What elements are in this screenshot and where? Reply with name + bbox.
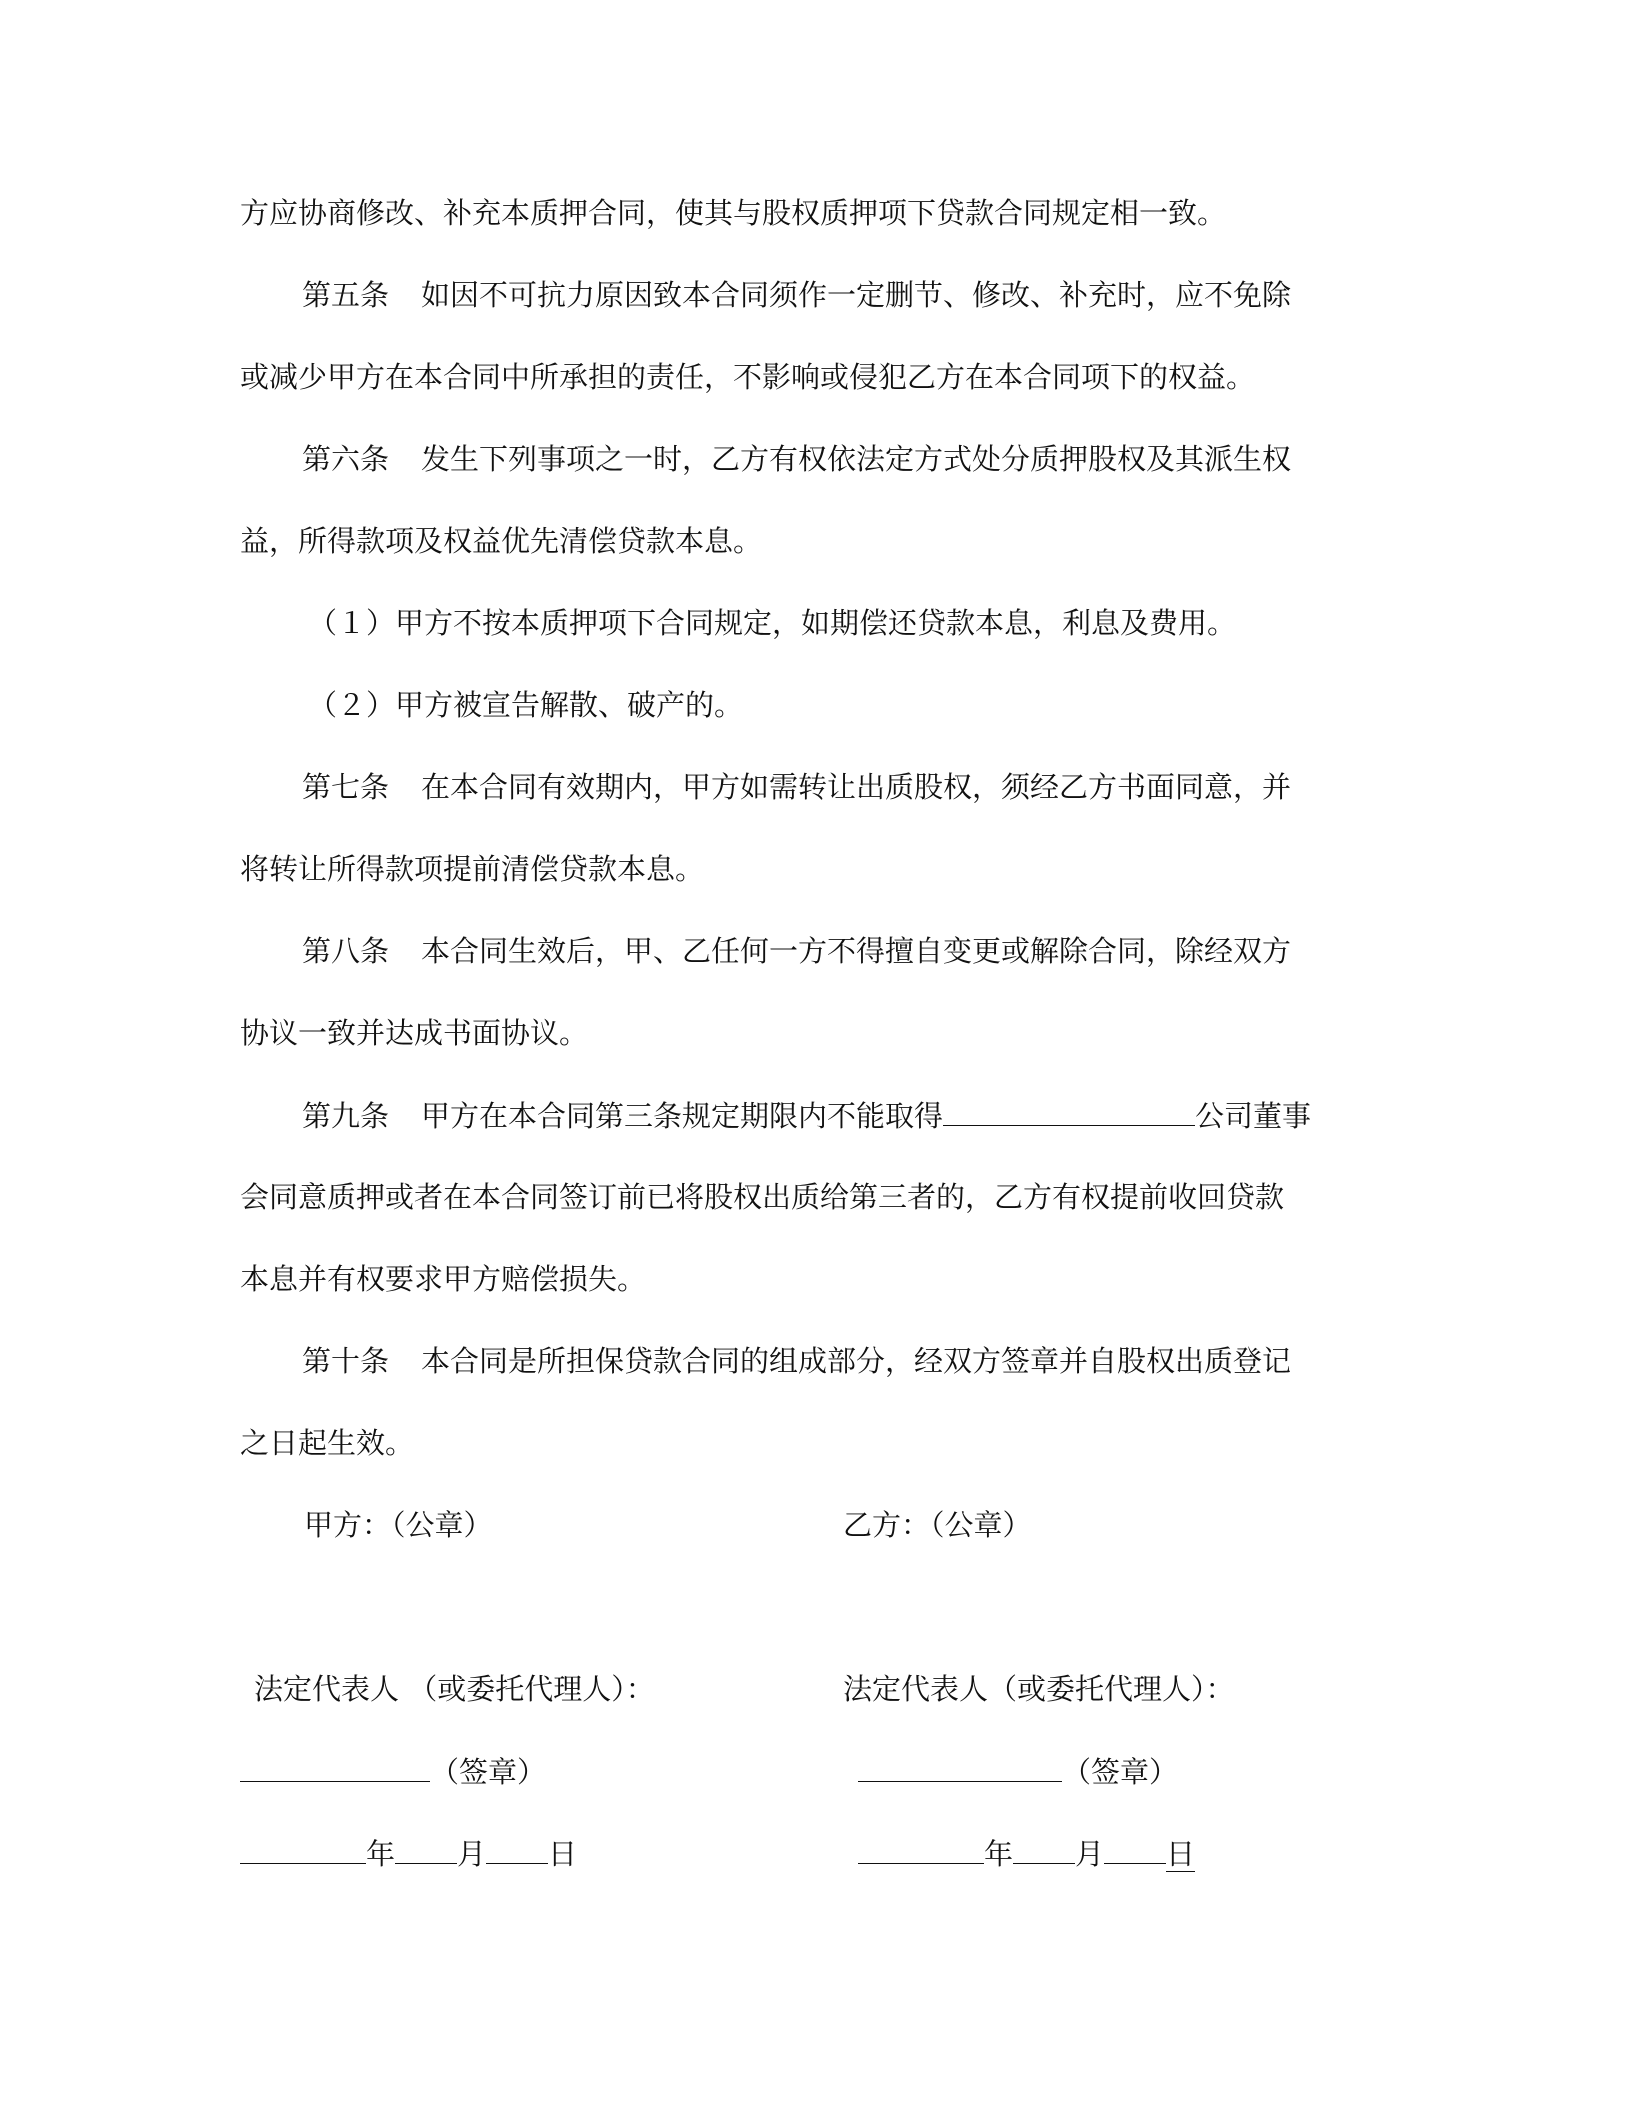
paragraph-line: 之日起生效。 bbox=[240, 1426, 415, 1460]
list-item: （１）甲方不按本质押项下合同规定，如期偿还贷款本息，利息及费用。 bbox=[308, 606, 1237, 640]
article-6 bbox=[302, 439, 1291, 479]
party-a-representative: 法定代表人 （或委托代理人）： bbox=[254, 1672, 655, 1706]
article-text: 如因不可抗力原因致本合同须作一定删节、修改、补充时，应不免除 bbox=[421, 278, 1292, 312]
party-b-signature-line bbox=[858, 1751, 1178, 1791]
article-7 bbox=[302, 767, 1291, 807]
article-text: 发生下列事项之一时，乙方有权依法定方式处分质押股权及其派生权 bbox=[421, 442, 1292, 476]
party-a-date-line bbox=[240, 1833, 577, 1873]
day-blank bbox=[1104, 1833, 1166, 1864]
article-label: 第七条 bbox=[302, 770, 390, 804]
article-text: 甲方在本合同第三条规定期限内不能取得 bbox=[421, 1099, 944, 1133]
list-item: （２）甲方被宣告解散、破产的。 bbox=[308, 688, 744, 722]
day-label: 日 bbox=[548, 1837, 578, 1871]
article-text: 本合同生效后，甲、乙任何一方不得擅自变更或解除合同，除经双方 bbox=[421, 934, 1292, 968]
paragraph-line: 会同意质押或者在本合同签订前已将股权出质给第三者的，乙方有权提前收回贷款 bbox=[240, 1180, 1285, 1214]
article-label: 第六条 bbox=[302, 442, 390, 476]
signature-seal-label: （签章） bbox=[1062, 1755, 1179, 1789]
paragraph-line: 协议一致并达成书面协议。 bbox=[240, 1016, 589, 1050]
party-b-date-line bbox=[858, 1833, 1195, 1873]
paragraph-line: 本息并有权要求甲方赔偿损失。 bbox=[240, 1262, 647, 1296]
signature-blank bbox=[240, 1751, 430, 1782]
month-label: 月 bbox=[457, 1837, 487, 1871]
article-label: 第五条 bbox=[302, 278, 390, 312]
article-5 bbox=[302, 275, 1291, 315]
year-blank bbox=[858, 1833, 984, 1864]
signature-blank bbox=[858, 1751, 1062, 1782]
article-label: 第十条 bbox=[302, 1344, 390, 1378]
party-b-seal: 乙方：（公章） bbox=[843, 1508, 1032, 1542]
month-blank bbox=[1013, 1833, 1075, 1864]
article-text: 公司董事 bbox=[1195, 1099, 1312, 1133]
article-label: 第八条 bbox=[302, 934, 390, 968]
article-8 bbox=[302, 931, 1291, 971]
party-a-seal: 甲方：（公章） bbox=[304, 1508, 493, 1542]
day-label: 日 bbox=[1166, 1837, 1196, 1871]
paragraph-line: 方应协商修改、补充本质押合同，使其与股权质押项下贷款合同规定相一致。 bbox=[240, 196, 1227, 230]
paragraph-line: 或减少甲方在本合同中所承担的责任，不影响或侵犯乙方在本合同项下的权益。 bbox=[240, 360, 1256, 394]
paragraph-line: 将转让所得款项提前清偿贷款本息。 bbox=[240, 852, 705, 886]
month-blank bbox=[395, 1833, 457, 1864]
article-9 bbox=[302, 1095, 1311, 1135]
day-blank bbox=[486, 1833, 548, 1864]
year-blank bbox=[240, 1833, 366, 1864]
article-text: 在本合同有效期内，甲方如需转让出质股权，须经乙方书面同意，并 bbox=[421, 770, 1292, 804]
article-label: 第九条 bbox=[302, 1099, 390, 1133]
party-b-representative: 法定代表人（或委托代理人）： bbox=[843, 1672, 1235, 1706]
article-10 bbox=[302, 1341, 1291, 1381]
month-label: 月 bbox=[1075, 1837, 1105, 1871]
signature-seal-label: （签章） bbox=[430, 1755, 547, 1789]
article-text: 本合同是所担保贷款合同的组成部分，经双方签章并自股权出质登记 bbox=[421, 1344, 1292, 1378]
year-label: 年 bbox=[366, 1837, 396, 1871]
party-a-signature-line bbox=[240, 1751, 546, 1791]
paragraph-line: 益，所得款项及权益优先清偿贷款本息。 bbox=[240, 524, 763, 558]
year-label: 年 bbox=[984, 1837, 1014, 1871]
company-blank bbox=[943, 1095, 1195, 1126]
